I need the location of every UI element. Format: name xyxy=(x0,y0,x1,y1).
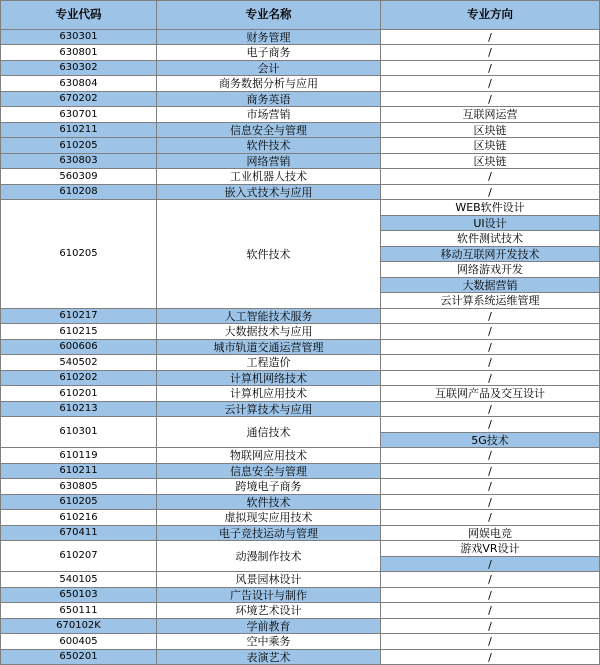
major-code-cell: 630301 xyxy=(0,29,157,45)
major-code-cell: 610211 xyxy=(0,122,157,138)
major-name-cell: 动漫制作技术 xyxy=(156,540,381,572)
major-name-cell: 云计算技术与应用 xyxy=(156,401,381,417)
major-code-cell: 630803 xyxy=(0,153,157,169)
major-code-cell: 650201 xyxy=(0,649,157,665)
direction-cell: / xyxy=(380,370,600,386)
major-name-cell: 计算机网络技术 xyxy=(156,370,381,386)
major-name-cell: 会计 xyxy=(156,60,381,76)
major-code-cell: 670202 xyxy=(0,91,157,107)
major-code-cell: 650111 xyxy=(0,602,157,619)
major-code-cell: 540502 xyxy=(0,354,157,371)
direction-cell: 软件测试技术 xyxy=(380,230,600,247)
major-name-cell: 信息安全与管理 xyxy=(156,122,381,138)
direction-cell: / xyxy=(380,633,600,650)
major-code-cell: 610208 xyxy=(0,184,157,200)
major-code-cell: 610211 xyxy=(0,463,157,479)
direction-cell: / xyxy=(380,29,600,45)
direction-cell: / xyxy=(380,649,600,665)
major-code-cell: 610205 xyxy=(0,494,157,510)
major-code-cell: 600405 xyxy=(0,633,157,650)
major-name-cell: 工程造价 xyxy=(156,354,381,371)
major-code-cell: 630701 xyxy=(0,106,157,123)
direction-cell: / xyxy=(380,416,600,433)
major-name-cell: 工业机器人技术 xyxy=(156,168,381,185)
major-name-cell: 大数据技术与应用 xyxy=(156,323,381,340)
major-code-cell: 560309 xyxy=(0,168,157,185)
major-code-cell: 650103 xyxy=(0,587,157,603)
major-code-cell: 600606 xyxy=(0,339,157,355)
major-name-cell: 城市轨道交通运营管理 xyxy=(156,339,381,355)
direction-cell: / xyxy=(380,44,600,61)
major-code-cell: 610217 xyxy=(0,308,157,324)
direction-cell: / xyxy=(380,91,600,107)
direction-cell: 移动互联网开发技术 xyxy=(380,246,600,262)
direction-cell: / xyxy=(380,618,600,634)
direction-cell: / xyxy=(380,308,600,324)
direction-cell: 大数据营销 xyxy=(380,277,600,293)
major-code-cell: 610205 xyxy=(0,137,157,154)
direction-cell: 互联网产品及交互设计 xyxy=(380,385,600,402)
major-code-cell: 540105 xyxy=(0,571,157,588)
major-name-cell: 软件技术 xyxy=(156,199,381,309)
direction-cell: / xyxy=(380,494,600,510)
direction-cell: / xyxy=(380,478,600,495)
direction-cell: / xyxy=(380,587,600,603)
major-code-cell: 670411 xyxy=(0,525,157,541)
direction-cell: / xyxy=(380,168,600,185)
major-code-cell: 610213 xyxy=(0,401,157,417)
major-name-cell: 软件技术 xyxy=(156,137,381,154)
major-name-cell: 财务管理 xyxy=(156,29,381,45)
direction-cell: / xyxy=(380,323,600,340)
major-name-cell: 人工智能技术服务 xyxy=(156,308,381,324)
direction-cell: / xyxy=(380,339,600,355)
major-name-cell: 环境艺术设计 xyxy=(156,602,381,619)
major-code-cell: 610201 xyxy=(0,385,157,402)
major-name-cell: 学前教育 xyxy=(156,618,381,634)
major-name-cell: 风景园林设计 xyxy=(156,571,381,588)
major-name-cell: 商务英语 xyxy=(156,91,381,107)
direction-cell: / xyxy=(380,602,600,619)
major-name-cell: 虚拟现实应用技术 xyxy=(156,509,381,526)
major-code-cell: 630805 xyxy=(0,478,157,495)
direction-cell: / xyxy=(380,556,600,572)
direction-cell: / xyxy=(380,75,600,92)
major-code-cell: 610301 xyxy=(0,416,157,448)
direction-cell: 5G技术 xyxy=(380,432,600,448)
major-code-cell: 610216 xyxy=(0,509,157,526)
major-name-cell: 电子商务 xyxy=(156,44,381,61)
header-name: 专业名称 xyxy=(156,0,381,30)
direction-cell: / xyxy=(380,571,600,588)
major-name-cell: 市场营销 xyxy=(156,106,381,123)
direction-cell: / xyxy=(380,509,600,526)
direction-cell: 区块链 xyxy=(380,122,600,138)
major-name-cell: 软件技术 xyxy=(156,494,381,510)
direction-cell: / xyxy=(380,447,600,464)
direction-cell: / xyxy=(380,463,600,479)
major-name-cell: 表演艺术 xyxy=(156,649,381,665)
major-name-cell: 跨境电子商务 xyxy=(156,478,381,495)
major-code-cell: 610119 xyxy=(0,447,157,464)
major-name-cell: 空中乘务 xyxy=(156,633,381,650)
direction-cell: 互联网运营 xyxy=(380,106,600,123)
major-code-cell: 610202 xyxy=(0,370,157,386)
direction-cell: / xyxy=(380,354,600,371)
direction-cell: WEB软件设计 xyxy=(380,199,600,216)
major-name-cell: 通信技术 xyxy=(156,416,381,448)
major-name-cell: 商务数据分析与应用 xyxy=(156,75,381,92)
major-name-cell: 计算机应用技术 xyxy=(156,385,381,402)
major-code-cell: 630804 xyxy=(0,75,157,92)
major-name-cell: 物联网应用技术 xyxy=(156,447,381,464)
direction-cell: / xyxy=(380,60,600,76)
major-name-cell: 电子竞技运动与管理 xyxy=(156,525,381,541)
major-name-cell: 网络营销 xyxy=(156,153,381,169)
direction-cell: 网络游戏开发 xyxy=(380,261,600,278)
direction-cell: 网娱电竞 xyxy=(380,525,600,541)
direction-cell: 区块链 xyxy=(380,153,600,169)
major-code-cell: 610215 xyxy=(0,323,157,340)
direction-cell: UI设计 xyxy=(380,215,600,231)
header-code: 专业代码 xyxy=(0,0,157,30)
header-direction: 专业方向 xyxy=(380,0,600,30)
major-name-cell: 广告设计与制作 xyxy=(156,587,381,603)
direction-cell: 区块链 xyxy=(380,137,600,154)
major-code-cell: 610207 xyxy=(0,540,157,572)
direction-cell: 云计算系统运维管理 xyxy=(380,292,600,309)
direction-cell: 游戏VR设计 xyxy=(380,540,600,557)
direction-cell: / xyxy=(380,184,600,200)
major-code-cell: 630801 xyxy=(0,44,157,61)
major-name-cell: 嵌入式技术与应用 xyxy=(156,184,381,200)
major-code-cell: 630302 xyxy=(0,60,157,76)
major-code-cell: 610205 xyxy=(0,199,157,309)
major-code-cell: 670102K xyxy=(0,618,157,634)
major-name-cell: 信息安全与管理 xyxy=(156,463,381,479)
direction-cell: / xyxy=(380,401,600,417)
